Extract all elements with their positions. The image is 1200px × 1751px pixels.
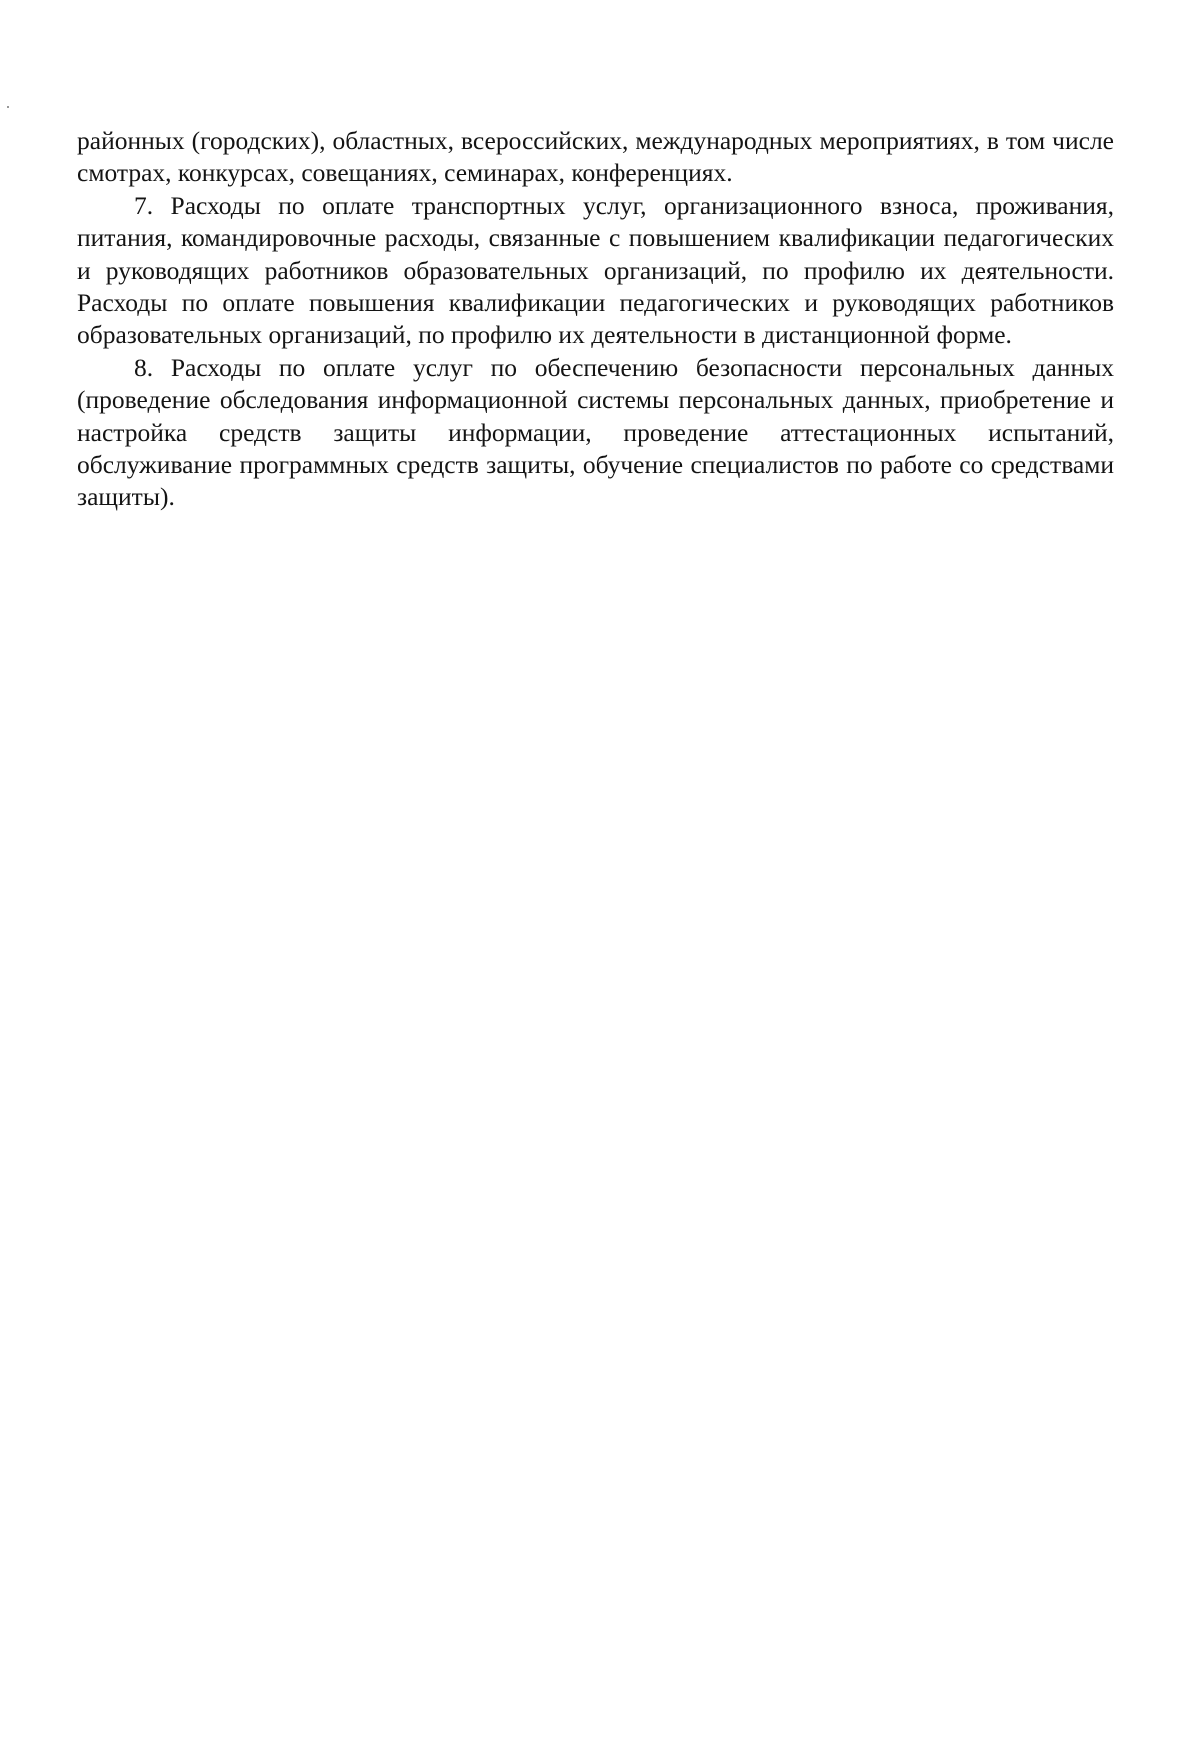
scan-speck (7, 106, 9, 108)
paragraph-item-8: 8. Расходы по оплате услуг по обеспечению безопасности персональных данных (проведение обследования информационной системы персональных данных, приобретение и настройка средств защиты информации, проведение аттестационных испытаний, обслуживание программных средств защиты, обучение специалистов по работе со средствами защиты). (77, 352, 1114, 512)
paragraph-continuation: районных (городских), областных, всероссийских, международных мероприятиях, в том числе смотрах, конкурсах, совещаниях, семинарах, конференциях. (77, 126, 1114, 188)
paragraph-item-7: 7. Расходы по оплате транспортных услуг, организационного взноса, проживания, питания, командировочные расходы, связанные с повышением квалификации педагогических и руководящих работников образовательных организаций, по профилю их деятельности. Расходы по оплате повышения квалификации педагогических и руководящих работников образовательных организаций, по профилю их деятельности в дистанционной форме. (77, 190, 1114, 350)
body-text (77, 125, 1114, 514)
